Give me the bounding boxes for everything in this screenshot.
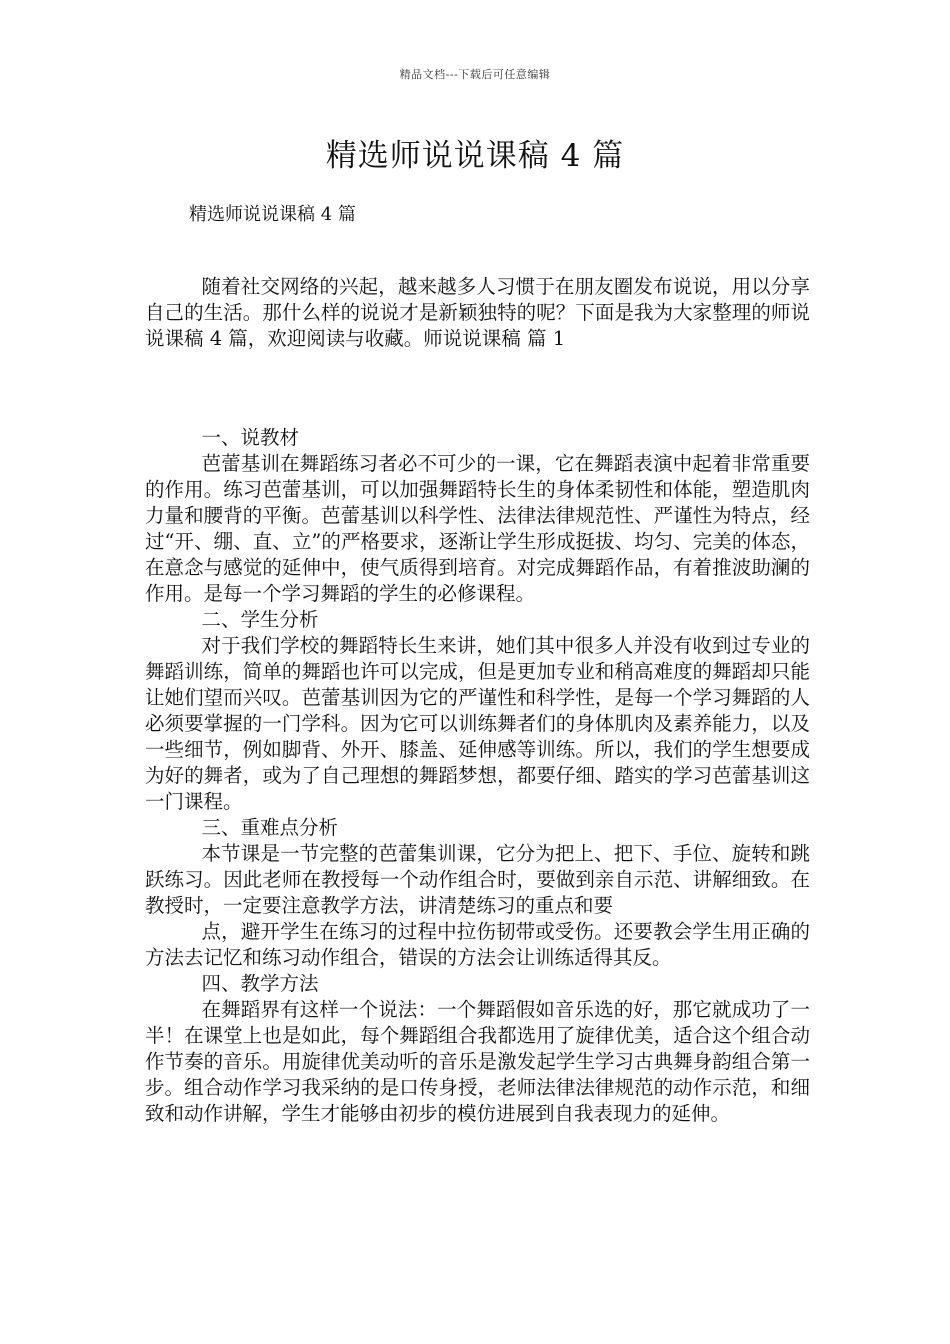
section-paragraph: 对于我们学校的舞蹈特长生来讲，她们其中很多人并没有收到过专业的舞蹈训练，简单的舞蹈也许可以完成，但是更加专业和稍高难度的舞蹈却只能让她们望而兴叹。芭蕾基训因为它的严谨性和科学性，是每一个学习舞蹈的人必须要掌握的一门学科。因为它可以训练舞者们的身体肌肉及素养能力，以及一些细节，例如脚背、外开、膝盖、延伸感等训练。所以，我们的学生想要成为好的舞者，或为了自己理想的舞蹈梦想，都要仔细、踏实的学习芭蕾基训这一门课程。	[145, 634, 810, 813]
page-title: 精选师说说课稿 4 篇	[325, 138, 625, 174]
intro-block	[145, 274, 810, 352]
section-heading: 四、教学方法	[201, 972, 319, 995]
section-paragraph: 芭蕾基训在舞蹈练习者必不可少的一课，它在舞蹈表演中起着非常重要的作用。练习芭蕾基训，可以加强舞蹈特长生的身体柔韧性和体能，塑造肌肉力量和腰背的平衡。芭蕾基训以科学性、法律法律规范性、严谨性为特点，经过“开、绷、直、立”的严格要求，逐渐让学生形成挺拔、均匀、完美的体态，在意念与感觉的延伸中，使气质得到培育。对完成舞蹈作品，有着推波助澜的作用。是每一个学习舞蹈的学生的必修课程。	[145, 452, 810, 605]
section-paragraph: 点，避开学生在练习的过程中拉伤韧带或受伤。还要教会学生用正确的方法去记忆和练习动作组合，错误的方法会让训练适得其反。	[145, 920, 810, 969]
header-note: 精品文档---下载后可任意编辑	[399, 68, 551, 81]
section-heading: 二、学生分析	[201, 608, 319, 631]
section-paragraph: 在舞蹈界有这样一个说法：一个舞蹈假如音乐选的好，那它就成功了一半！在课堂上也是如此，每个舞蹈组合我都选用了旋律优美，适合这个组合动作节奏的音乐。用旋律优美动听的音乐是激发起学生学习古典舞身韵组合第一步。组合动作学习我采纳的是口传身授，老师法律法律规范的动作示范，和细致和动作讲解，学生才能够由初步的模仿进展到自我表现力的延伸。	[145, 998, 810, 1125]
section-heading: 三、重难点分析	[201, 816, 339, 839]
main-content	[145, 425, 810, 1127]
intro-paragraph: 随着社交网络的兴起，越来越多人习惯于在朋友圈发布说说，用以分享自己的生活。那什么样的说说才是新颖独特的呢？下面是我为大家整理的师说说课稿 4 篇，欢迎阅读与收藏。师说说课稿 篇 1	[145, 275, 810, 350]
section-paragraph: 本节课是一节完整的芭蕾集训课，它分为把上、把下、手位、旋转和跳跃练习。因此老师在教授每一个动作组合时，要做到亲自示范、讲解细致。在教授时，一定要注意教学方法，讲清楚练习的重点和要	[145, 842, 810, 917]
subtitle: 精选师说说课稿 4 篇	[189, 204, 356, 225]
section-heading: 一、说教材	[201, 426, 300, 449]
